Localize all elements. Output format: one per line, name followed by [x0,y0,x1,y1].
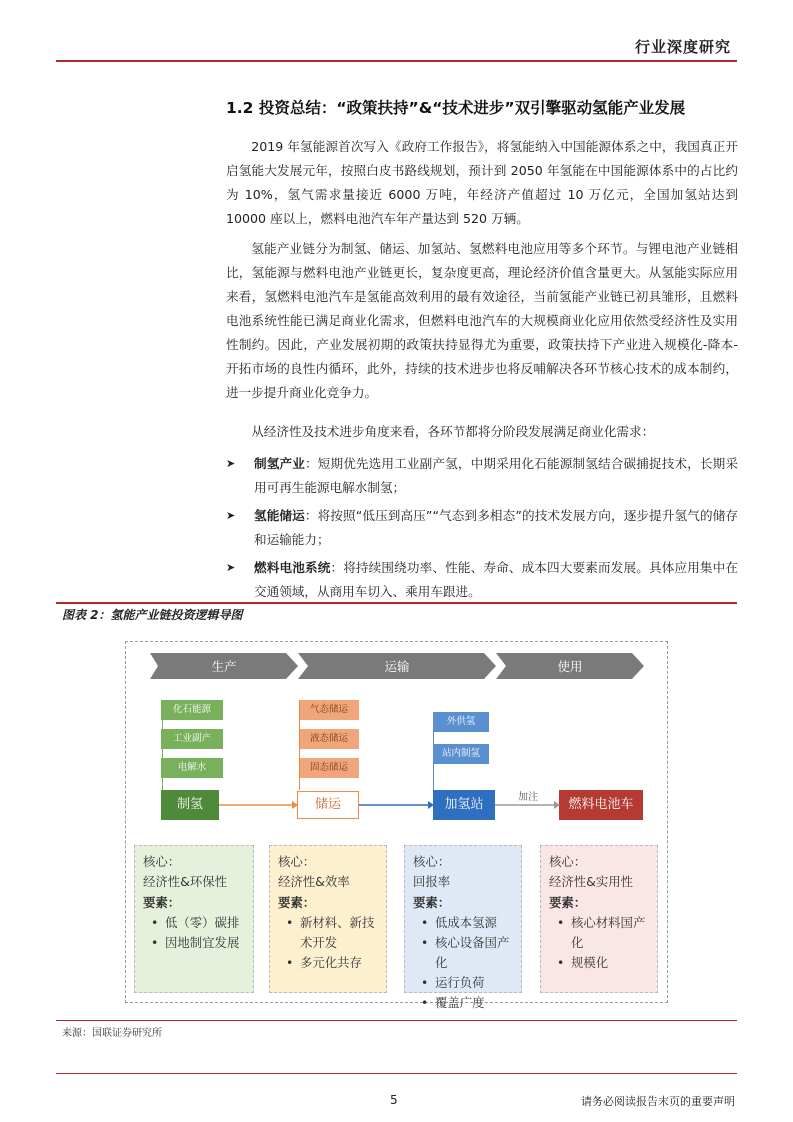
arrow-label-refuel: 加注 [518,792,538,803]
core-label: 核心： [143,854,181,869]
source-liquid-storage: 液态储运 [299,729,359,749]
requirement-label: 要素： [143,895,181,910]
bullet-desc: ：短期优先选用工业副产氢，中期采用化石能源制氢结合碳捕捉技术，长期采用可再生能源电解水制氢； [254,456,739,495]
core-value: 经济性&效率 [278,874,350,889]
list-item: • 低（零）碳排 [143,913,245,933]
stage-label: 生产 [211,659,237,674]
core-box-production [134,845,254,993]
hydrogen-chain-diagram [125,641,668,1010]
requirement-label: 要素： [413,895,451,910]
arrowhead [428,801,434,809]
bullet-desc: ：将持续围绕功率、性能、寿命、成本四大要素而发展。具体应用集中在交通领域，从商用车切入、乘用车跟进。 [254,560,739,599]
bullet-term: 制氢产业 [254,456,305,471]
footer-divider [56,1073,737,1074]
requirement-list [143,913,245,953]
figure-title: 图表 2：氢能产业链投资逻辑导图 [62,608,243,622]
requirement-label: 要素： [549,895,587,910]
core-label: 核心： [549,854,587,869]
list-item: • 新材料、新技术开发 [278,913,378,953]
core-value: 经济性&环保性 [143,874,228,889]
source-fossil-energy: 化石能源 [161,700,223,720]
source-onsite-production: 站内制氢 [433,744,489,764]
arrow-bullet-icon: ➤ [226,561,236,574]
core-box-storage [269,845,387,993]
node-hydrogen-production: 制氢 [161,790,219,820]
list-item: • 核心设备国产化 [413,933,513,973]
core-label: 核心： [413,854,451,869]
report-header-title: 行业深度研究 [634,38,731,56]
node-storage-transport: 储运 [297,791,359,819]
bullet-item [226,504,738,552]
core-box-station [404,845,522,1010]
arrowhead [292,801,298,809]
bullet-item [226,556,738,604]
requirement-list [549,913,649,973]
header-divider [56,60,737,62]
section-title: 1.2 投资总结：“政策扶持”&“技术进步”双引擎驱动氢能产业发展 [226,99,686,117]
figure-source: 来源：国联证券研究所 [62,1028,162,1039]
bullet-term: 燃料电池系统 [254,560,331,575]
list-item: • 多元化共存 [278,953,378,973]
bullet-term: 氢能储运 [254,508,305,523]
arrow-bullet-icon: ➤ [226,509,236,522]
page-number: 5 [390,1093,398,1107]
list-item: • 因地制宜发展 [143,933,245,953]
requirement-list [278,913,378,973]
list-item: • 覆盖广度 [413,993,513,1013]
node-fuel-cell-vehicle: 燃料电池车 [559,790,643,820]
paragraph-1: 2019 年氢能源首次写入《政府工作报告》，将氢能纳入中国能源体系之中，我国真正开启氢能大发展元年，按照白皮书路线规划，预计到 2050 年氢能在中国能源体系中的占比约为 10%，氢气需求量接近 6000 万吨，年经济产值超过 10 万亿元，全国加氢站达到 10000 座以上，燃料电池汽车年产量达到 520 万辆。 [226,139,738,226]
paragraph-2: 氢能产业链分为制氢、储运、加氢站、氢燃料电池应用等多个环节。与锂电池产业链相比，氢能源与燃料电池产业链更长，复杂度更高，理论经济价值含量更大。从氢能实际应用来看，氢燃料电池汽车是氢能高效利用的最有效途径，当前氢能产业链已初具雏形，且燃料电池系统性能已满足商业化需求，但燃料电池汽车的大规模商业化应用依然受经济性及实用性制约。因此，产业发展初期的政策扶持显得尤为重要，政策扶持下产业进入规模化-降本-开拓市场的良性内循环，此外，持续的技术进步也将反哺解决各环节核心技术的成本制约，进一步提升商业化竞争力。 [226,241,738,400]
figure-top-divider [56,602,737,604]
list-item: • 规模化 [549,953,649,973]
list-item: • 核心材料国产化 [549,913,649,953]
source-solid-storage: 固态储运 [299,758,359,778]
bullet-text [254,556,738,604]
list-item: • 低成本氢源 [413,913,513,933]
source-electrolysis: 电解水 [161,758,223,778]
node-refueling-station: 加氢站 [433,790,495,820]
bullet-text [254,452,738,500]
core-box-vehicle [540,845,658,993]
footer-disclaimer: 请务必阅读报告末页的重要声明 [581,1095,735,1108]
figure-bottom-divider [56,1020,737,1021]
arrowhead [554,801,560,809]
paragraph-3: 从经济性及技术进步角度来看，各环节都将分阶段发展满足商业化需求： [251,424,655,439]
stage-label: 使用 [557,659,583,674]
bullet-text [254,504,738,552]
flow-arrows [126,642,669,842]
list-item: • 运行负荷 [413,973,513,993]
requirement-label: 要素： [278,895,316,910]
stage-label: 运输 [384,659,410,674]
source-external-supply: 外供氢 [433,712,489,732]
core-value: 回报率 [413,874,451,889]
source-gas-storage: 气态储运 [299,700,359,720]
arrow-bullet-icon: ➤ [226,457,236,470]
bullet-item [226,452,738,500]
core-value: 经济性&实用性 [549,874,634,889]
core-label: 核心： [278,854,316,869]
requirement-list [413,913,513,1013]
bullet-desc: ：将按照“低压到高压”“气态到多相态”的技术发展方向，逐步提升氢气的储存和运输能力； [254,508,738,547]
source-industrial-byproduct: 工业副产 [161,729,223,749]
